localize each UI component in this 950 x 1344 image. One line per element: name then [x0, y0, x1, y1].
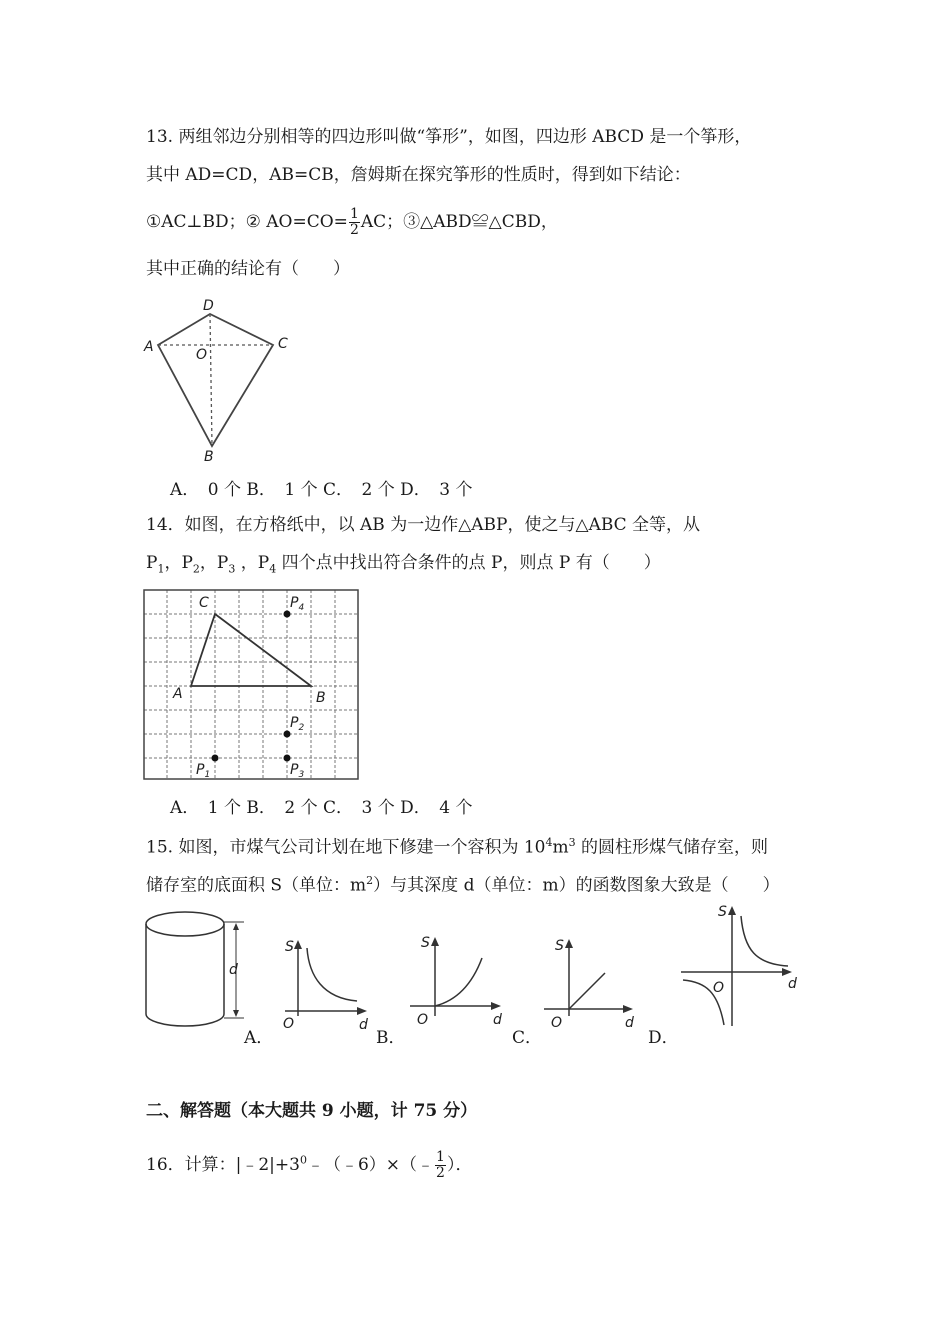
q16-exp0: 0: [299, 1153, 307, 1167]
q15-line1-c: 的圆柱形煤气储存室，则: [575, 837, 769, 858]
q13-fraction: [349, 207, 360, 238]
q15-cylinder-d: d: [229, 962, 238, 978]
graph-b-origin: O: [417, 1012, 429, 1028]
q14-label-c: C: [199, 595, 209, 611]
q13-frac-num: 1: [349, 206, 359, 222]
q14-options: A． 1 个 B． 2 个 C． 3 个 D． 4 个: [170, 798, 473, 818]
graph-d-origin: O: [713, 980, 725, 996]
q13-label-b: B: [204, 449, 214, 465]
q15-option-c: C．: [512, 1028, 543, 1048]
q14-label-p2: [290, 715, 304, 733]
q13-conclusion-part1: ①AC⊥BD；② AO=CO=: [146, 212, 348, 232]
q15-graph-a: [275, 936, 375, 1032]
q16-part-b: ﹣（﹣6）×（﹣: [306, 1155, 435, 1175]
graph-a-axis-d: d: [359, 1017, 368, 1032]
q16-part-a: 16．计算：|﹣2|+3: [146, 1155, 300, 1175]
section2-title: 二、解答题（本大题共 9 小题，计 75 分）: [146, 1101, 478, 1121]
q14-label-a: A: [173, 686, 183, 702]
q13-options: A． 0 个 B． 1 个 C． 2 个 D． 3 个: [170, 480, 473, 500]
q15-line2: [146, 871, 780, 896]
q14-p4-sub: 4: [298, 603, 305, 613]
q15-option-a: A．: [244, 1028, 274, 1048]
q14-p3-sub: 3: [298, 770, 305, 780]
q15-exp2: 2: [366, 874, 374, 887]
p-letter: P: [146, 553, 158, 573]
q14-line1: 14．如图，在方格纸中，以 AB 为一边作△ABP，使之与△ABC 全等，从: [146, 515, 701, 535]
p4-sub: 4: [269, 562, 277, 576]
q15-option-d: D．: [648, 1028, 679, 1048]
q13-frac-den: 2: [349, 222, 359, 238]
q14-p4-letter: P: [290, 595, 299, 611]
q13-label-d: D: [203, 298, 214, 314]
q15-exp4: 4: [545, 836, 553, 849]
p1-point: [212, 755, 219, 762]
q15-line2-b: ）与其深度 d（单位：m）的函数图象大致是（ ）: [373, 875, 780, 896]
q16-fraction: [435, 1150, 446, 1181]
q16-part-c: ）．: [446, 1155, 473, 1175]
q16-frac-den: 2: [436, 1165, 445, 1181]
q15-line1-a: 15. 如图，市煤气公司计划在地下修建一个容积为 10: [146, 837, 546, 858]
q13-conclusion-part2: AC；③△ABD≌△CBD，: [360, 212, 558, 232]
q14-grid-figure: [143, 588, 361, 784]
q13-label-c: C: [278, 336, 288, 352]
graph-c-axis-d: d: [625, 1015, 634, 1031]
q13-label-a: A: [144, 339, 154, 355]
q14-p2-letter: P: [290, 715, 299, 731]
q13-kite-figure: [140, 295, 310, 465]
graph-a-axis-s: S: [285, 939, 294, 955]
p2-point: [284, 731, 291, 738]
p-letter: P: [181, 553, 193, 573]
q15-unit-m: m: [552, 837, 569, 858]
q14-line2-tail: 四个点中找出符合条件的点 P，则点 P 有（ ）: [281, 553, 661, 573]
q16-line: [146, 1150, 472, 1181]
q14-label-p4: [290, 595, 304, 613]
graph-d-axis-s: S: [718, 904, 727, 920]
q14-label-p1: [196, 762, 210, 780]
q15-cylinder-figure: [140, 906, 250, 1034]
q13-conclusions: [146, 207, 558, 238]
q13-line4: 其中正确的结论有（ ）: [146, 259, 350, 279]
p2-sub: 2: [192, 562, 200, 576]
q15-exp3: 3: [568, 836, 576, 849]
graph-c-axis-s: S: [555, 938, 564, 954]
q15-line2-a: 储存室的底面积 S（单位：m: [146, 875, 367, 896]
p-letter: P: [216, 553, 229, 573]
q13-label-o: O: [196, 347, 208, 363]
graph-b-axis-d: d: [493, 1012, 502, 1028]
graph-a-origin: O: [283, 1016, 295, 1032]
graph-d-axis-d: d: [788, 976, 797, 992]
p1-sub: 1: [157, 562, 165, 576]
q14-p1-sub: 1: [204, 770, 211, 780]
q15-graph-c: [541, 936, 641, 1032]
q14-label-p3: [290, 762, 304, 780]
p3-sub: 3: [228, 562, 236, 576]
graph-c-origin: O: [551, 1015, 563, 1031]
q14-p2-sub: 2: [298, 723, 305, 733]
q16-frac-num: 1: [436, 1149, 445, 1165]
p-letter: P: [257, 553, 270, 573]
q13-line1: 13. 两组邻边分别相等的四边形叫做“筝形”，如图，四边形 ABCD 是一个筝形，: [146, 127, 752, 147]
q15-graph-b: [405, 932, 510, 1028]
p4-point: [284, 611, 291, 618]
q14-label-b: B: [316, 690, 326, 706]
p3-point: [284, 755, 291, 762]
q15-graph-d: [678, 900, 803, 1030]
q14-line2: $P_1$，$P_2$，$P_3$ ，$P_4$ 四个点中找出符合条件的点 P，则点 P 有（ ）: [146, 553, 661, 576]
q15-line1: [146, 833, 768, 858]
q13-line2: 其中 AD=CD，AB=CB，詹姆斯在探究筝形的性质时，得到如下结论：: [146, 165, 691, 185]
q14-p1-letter: P: [196, 762, 205, 778]
q14-p3-letter: P: [290, 762, 299, 778]
q15-option-b: B．: [376, 1028, 406, 1048]
graph-b-axis-s: S: [421, 935, 430, 951]
